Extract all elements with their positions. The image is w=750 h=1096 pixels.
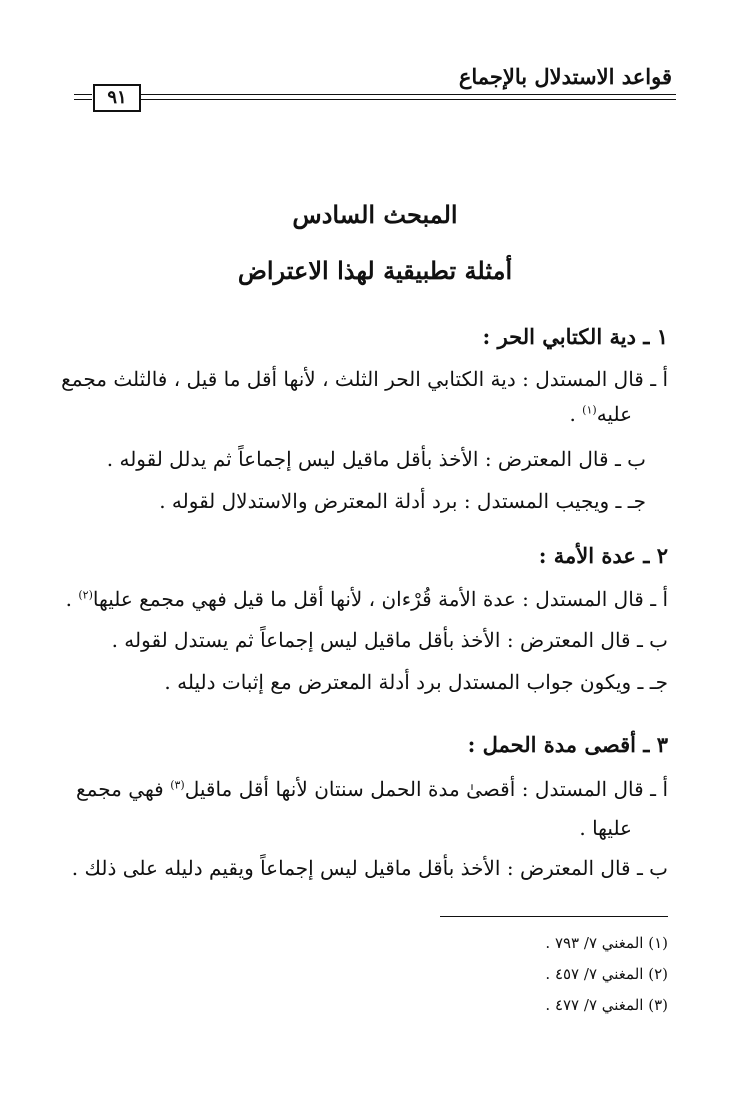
example-1-a-line2 — [569, 402, 632, 426]
example-3-a-rest: فهي مجمع — [76, 777, 171, 801]
example-1-a-text: عليه — [596, 402, 632, 426]
example-3-a-line2: عليها . — [579, 816, 632, 840]
example-1-b: ب ـ قال المعترض : الأخذ بأقل ماقيل ليس إجماعاً ثم يدلل لقوله . — [106, 447, 646, 471]
footnote-ref-3: (٣) — [170, 778, 185, 792]
chapter-heading: المبحث السادس — [292, 200, 458, 229]
footnote-separator — [440, 916, 668, 917]
example-2-title: ٢ ـ عدة الأمة : — [538, 543, 668, 568]
example-2-c: جـ ـ ويكون جواب المستدل برد أدلة المعترض مع إثبات دليله . — [164, 670, 668, 694]
footnote-1: (١) المغني ٧/ ٧٩٣ . — [545, 934, 668, 952]
chapter-subtitle: أمثلة تطبيقية لهذا الاعتراض — [237, 256, 513, 285]
example-1-a-line1: أ ـ قال المستدل : دية الكتابي الحر الثلث ، لأنها أقل ما قيل ، فالثلث مجمع — [61, 367, 668, 391]
example-2-a-end: . — [65, 587, 79, 611]
example-3-a-text: أ ـ قال المستدل : أقصىٰ مدة الحمل سنتان لأنها أقل ماقيل — [184, 777, 669, 801]
running-title: قواعد الاستدلال بالإجماع — [458, 64, 672, 89]
example-1-c: جـ ـ ويجيب المستدل : برد أدلة المعترض والاستدلال لقوله . — [159, 489, 646, 513]
footnote-ref-2: (٢) — [78, 588, 93, 602]
example-3-a-line1 — [76, 777, 668, 801]
example-1-title: ١ ـ دية الكتابي الحر : — [482, 324, 668, 349]
example-2-a — [66, 587, 668, 611]
footnote-ref-1: (١) — [582, 403, 597, 417]
footnote-3: (٣) المغني ٧/ ٤٧٧ . — [545, 996, 668, 1014]
example-3-b: ب ـ قال المعترض : الأخذ بأقل ماقيل ليس إجماعاً ويقيم دليله على ذلك . — [71, 856, 668, 880]
example-3-title: ٣ ـ أقصى مدة الحمل : — [467, 732, 668, 757]
example-2-a-text: أ ـ قال المستدل : عدة الأمة قُرْءان ، لأنها أقل ما قيل فهي مجمع عليها — [92, 587, 668, 611]
page-number: ٩١ — [93, 84, 141, 112]
header-double-rule — [140, 94, 676, 100]
footnote-2: (٢) المغني ٧/ ٤٥٧ . — [545, 965, 668, 983]
example-2-b: ب ـ قال المعترض : الأخذ بأقل ماقيل ليس إجماعاً ثم يستدل لقوله . — [111, 628, 668, 652]
example-1-a-end: . — [569, 402, 583, 426]
header-double-rule-left — [74, 94, 92, 100]
